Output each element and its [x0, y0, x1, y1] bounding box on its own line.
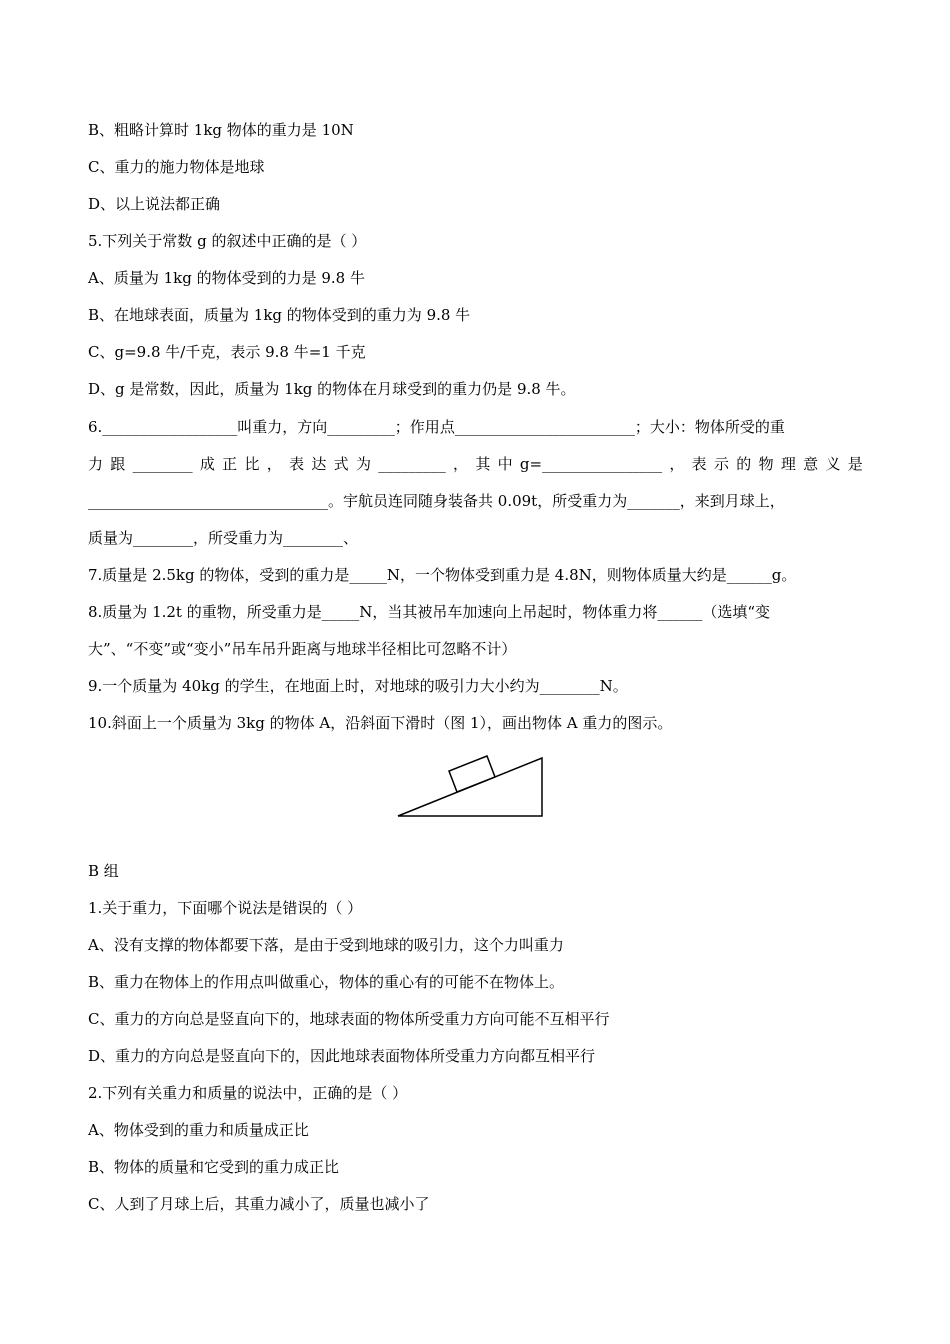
text-segment: ， [669, 455, 685, 473]
text-segment: 力 [88, 455, 104, 473]
option-line: C、g=9.8 牛/千克，表示 9.8 牛=1 千克 [88, 343, 366, 361]
question-6-line-2 [88, 454, 863, 474]
text-segment: 物 [758, 455, 774, 473]
text-segment: 示 [713, 455, 729, 473]
text-segment: g=________________ [519, 455, 663, 473]
option-line: A、物体受到的重力和质量成正比 [88, 1121, 309, 1139]
option-line: C、重力的施力物体是地球 [88, 158, 265, 176]
question-9: 9.一个质量为 40kg 的学生，在地面上时，对地球的吸引力大小约为________N。 [88, 677, 628, 695]
block-a [449, 756, 495, 792]
text-segment: ， [266, 455, 282, 473]
question-b2: 2.下列有关重力和质量的说法中，正确的是（ ） [88, 1084, 408, 1102]
question-b1: 1.关于重力，下面哪个说法是错误的（ ） [88, 899, 363, 917]
question-6-line-1: 6.__________________叫重力，方向_________；作用点________________________；大小：物体所受的重 [88, 418, 785, 436]
text-segment: 义 [825, 455, 841, 473]
option-line: D、重力的方向总是竖直向下的，因此地球表面物体所受重力方向都互相平行 [88, 1047, 596, 1065]
question-6-line-3: ________________________________。宇航员连同随身装备共 0.09t，所受重力为_______，来到月球上， [88, 492, 785, 510]
text-segment: 意 [803, 455, 819, 473]
question-8-line-2: 大”、“不变”或“变小”吊车吊升距离与地球半径相比可忽略不计） [88, 640, 517, 658]
option-line: D、g 是常数，因此，质量为 1kg 的物体在月球受到的重力仍是 9.8 牛。 [88, 380, 576, 398]
text-segment: 跟 [110, 455, 126, 473]
text-segment: 比 [244, 455, 260, 473]
question-5: 5.下列关于常数 g 的叙述中正确的是（ ） [88, 232, 367, 250]
text-segment: 中 [497, 455, 513, 473]
text-segment: 达 [311, 455, 327, 473]
option-line: C、人到了月球上后，其重力减小了，质量也减小了 [88, 1195, 430, 1213]
text-segment: 式 [333, 455, 349, 473]
text-segment: 成 [199, 455, 215, 473]
option-line: B、粗略计算时 1kg 物体的重力是 10N [88, 121, 354, 139]
text-segment: 为 [355, 455, 371, 473]
text-segment: 理 [780, 455, 796, 473]
text-segment: 其 [475, 455, 491, 473]
text-segment: 是 [847, 455, 863, 473]
group-b-heading: B 组 [88, 862, 119, 880]
question-6-line-4: 质量为________，所受重力为________、 [88, 529, 359, 547]
text-segment: ________ [132, 455, 193, 473]
text-segment: 表 [289, 455, 305, 473]
text-segment: 正 [222, 455, 238, 473]
text-segment: 的 [736, 455, 752, 473]
text-segment: _________ [378, 455, 446, 473]
incline-figure [390, 752, 550, 822]
question-7: 7.质量是 2.5kg 的物体，受到的重力是_____N，一个物体受到重力是 4.8N，则物体质量大约是______g。 [88, 566, 797, 584]
option-line: A、质量为 1kg 的物体受到的力是 9.8 牛 [88, 269, 365, 287]
question-8-line-1: 8.质量为 1.2t 的重物，所受重力是_____N，当其被吊车加速向上吊起时，物体重力将______（选填“变 [88, 603, 771, 621]
text-segment: 表 [691, 455, 707, 473]
text-segment: ， [453, 455, 469, 473]
option-line: D、以上说法都正确 [88, 195, 221, 213]
question-10: 10.斜面上一个质量为 3kg 的物体 A，沿斜面下滑时（图 1），画出物体 A 重力的图示。 [88, 714, 673, 732]
option-line: A、没有支撑的物体都要下落，是由于受到地球的吸引力，这个力叫重力 [88, 936, 564, 954]
option-line: B、物体的质量和它受到的重力成正比 [88, 1158, 340, 1176]
option-line: B、重力在物体上的作用点叫做重心，物体的重心有的可能不在物体上。 [88, 973, 565, 991]
option-line: C、重力的方向总是竖直向下的，地球表面的物体所受重力方向可能不互相平行 [88, 1010, 610, 1028]
option-line: B、在地球表面，质量为 1kg 的物体受到的重力为 9.8 牛 [88, 306, 471, 324]
